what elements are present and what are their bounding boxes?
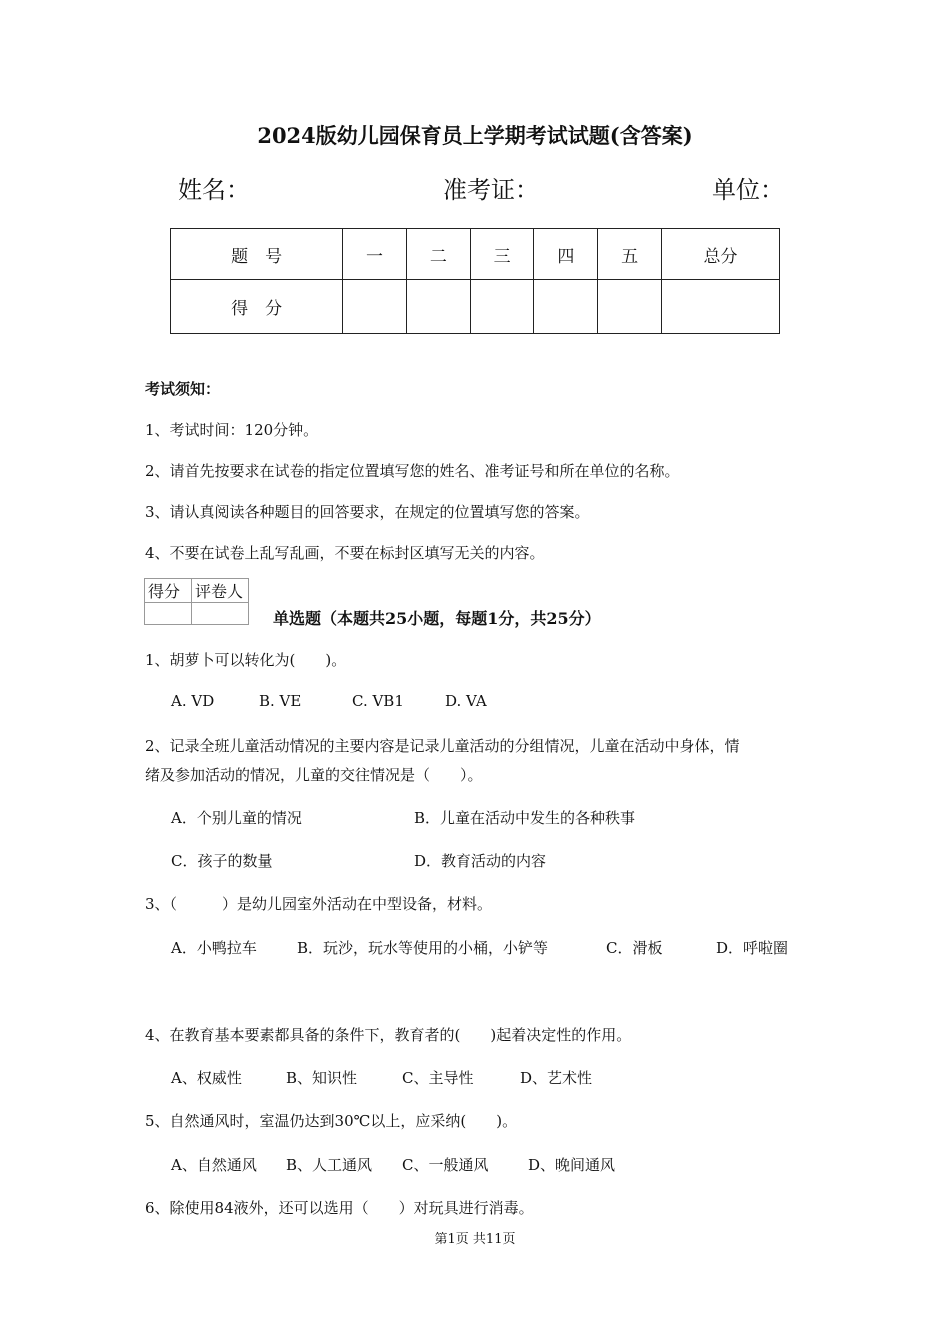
question-option: B、人工通风 xyxy=(286,1156,373,1174)
exam-number-field-label: 准考证： xyxy=(443,176,539,204)
score-cell xyxy=(470,280,534,334)
grader-score-cell xyxy=(145,603,192,625)
question-option: B. VE xyxy=(259,692,302,710)
question-option: C．滑板 xyxy=(606,939,663,957)
question-stem-continued: 绪及参加活动的情况，儿童的交往情况是（ ）。 xyxy=(145,766,483,784)
question-option: B、知识性 xyxy=(286,1069,358,1087)
question-stem: 6、除使用84液外，还可以选用（ ）对玩具进行消毒。 xyxy=(145,1199,534,1217)
question-option: C、主导性 xyxy=(402,1069,474,1087)
question-option: D、艺术性 xyxy=(520,1069,593,1087)
page-footer: 第1页 共11页 xyxy=(434,1232,516,1247)
question-option: C．孩子的数量 xyxy=(171,852,273,870)
score-table-header-cell: 总分 xyxy=(662,229,780,280)
notice-item: 3、请认真阅读各种题目的回答要求，在规定的位置填写您的答案。 xyxy=(145,503,590,521)
question-option: D. VA xyxy=(445,692,487,710)
page-title: 2024版幼儿园保育员上学期考试试题(含答案) xyxy=(257,123,693,148)
score-table-header-row xyxy=(171,229,780,280)
question-option: D．教育活动的内容 xyxy=(414,852,547,870)
question-stem: 1、胡萝卜可以转化为( )。 xyxy=(145,651,347,669)
notice-item: 2、请首先按要求在试卷的指定位置填写您的姓名、准考证号和所在单位的名称。 xyxy=(145,462,680,480)
question-option: D、晚间通风 xyxy=(528,1156,616,1174)
score-cell xyxy=(406,280,470,334)
score-table-score-row xyxy=(171,280,780,334)
score-table-header-cell: 三 xyxy=(470,229,534,280)
score-cell xyxy=(343,280,407,334)
unit-field-label: 单位： xyxy=(712,176,784,204)
question-option: A．小鸭拉车 xyxy=(171,939,257,957)
score-cell xyxy=(534,280,598,334)
grader-reviewer-label: 评卷人 xyxy=(192,579,249,603)
question-option: A、权威性 xyxy=(171,1069,242,1087)
notice-heading: 考试须知： xyxy=(145,380,221,398)
question-stem: 5、自然通风时，室温仍达到30℃以上，应采纳( )。 xyxy=(145,1112,518,1130)
score-table-header-cell: 五 xyxy=(598,229,662,280)
question-stem: 3、（ ）是幼儿园室外活动在中型设备，材料。 xyxy=(145,895,493,913)
notice-item: 1、考试时间：120分钟。 xyxy=(145,421,319,439)
question-stem: 2、记录全班儿童活动情况的主要内容是记录儿童活动的分组情况，儿童在活动中身体，情 xyxy=(145,737,740,755)
question-option: C、一般通风 xyxy=(402,1156,489,1174)
score-table-header-cell: 一 xyxy=(343,229,407,280)
name-field-label: 姓名： xyxy=(178,176,250,204)
score-cell xyxy=(598,280,662,334)
question-option: B．玩沙，玩水等使用的小桶，小铲等 xyxy=(297,939,549,957)
score-table-header-cell: 题 号 xyxy=(171,229,343,280)
score-table-header-cell: 二 xyxy=(406,229,470,280)
score-row-label: 得 分 xyxy=(171,280,343,334)
question-option: C. VB1 xyxy=(352,692,404,710)
notice-item: 4、不要在试卷上乱写乱画，不要在标封区填写无关的内容。 xyxy=(145,544,545,562)
section-title: 单选题（本题共25小题，每题1分，共25分） xyxy=(273,609,601,628)
score-table-header-cell: 四 xyxy=(534,229,598,280)
score-table xyxy=(170,228,780,334)
grader-score-label: 得分 xyxy=(145,579,192,603)
question-option: B．儿童在活动中发生的各种秩事 xyxy=(414,809,636,827)
score-cell xyxy=(662,280,780,334)
question-option: A、自然通风 xyxy=(171,1156,257,1174)
grader-box xyxy=(144,578,249,625)
question-option: D．呼啦圈 xyxy=(716,939,789,957)
question-option: A．个别儿童的情况 xyxy=(171,809,302,827)
question-option: A. VD xyxy=(171,692,215,710)
question-stem: 4、在教育基本要素都具备的条件下，教育者的( )起着决定性的作用。 xyxy=(145,1026,632,1044)
grader-reviewer-cell xyxy=(192,603,249,625)
